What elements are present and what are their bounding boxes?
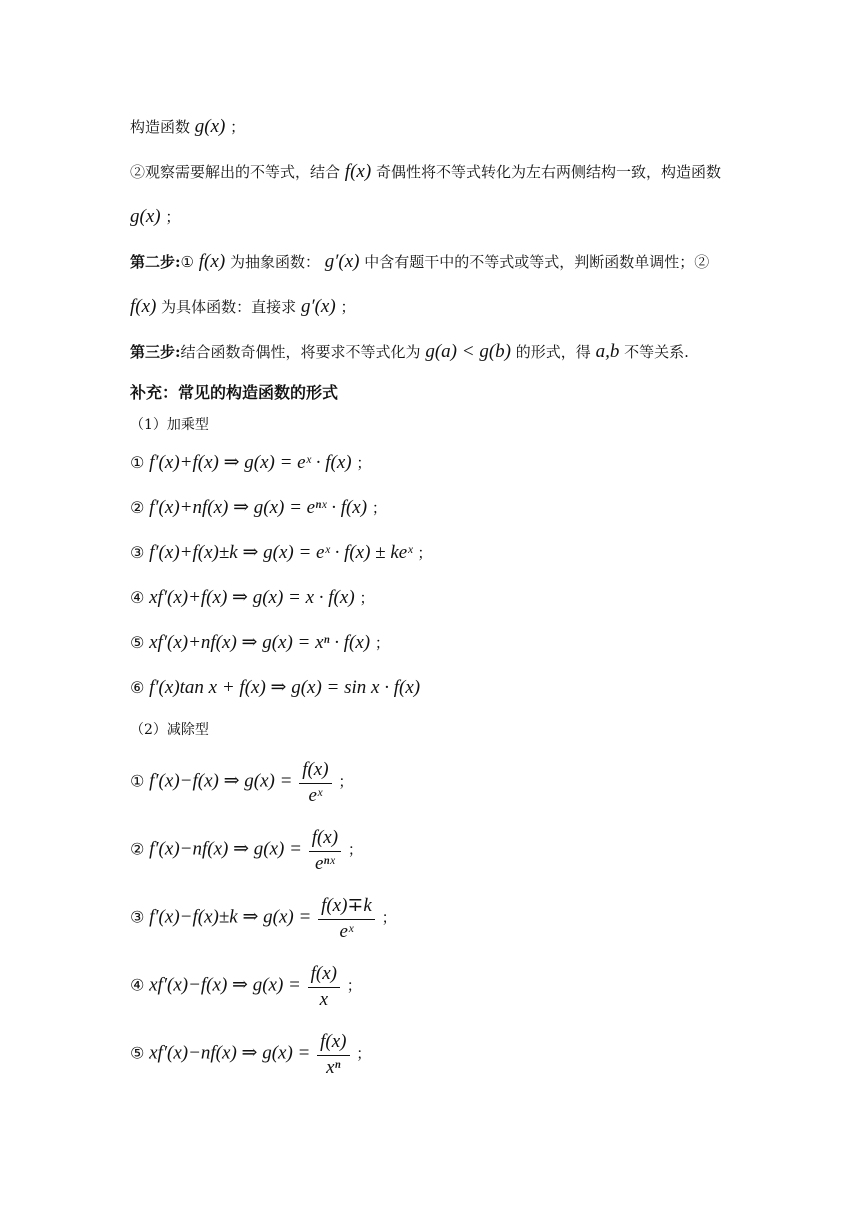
- fraction: [309, 826, 341, 875]
- item-number: ⑥: [130, 678, 145, 697]
- step-two-line: [130, 251, 740, 273]
- section-heading-subtract-divide: （2）减除型: [130, 722, 209, 738]
- punctuation: ；: [346, 976, 362, 995]
- numerator: f(x): [309, 826, 341, 852]
- formula: xf′(x)+f(x) ⇒ g(x) = x · f(x): [149, 587, 355, 608]
- formula: f′(x)−f(x)±k ⇒ g(x) =: [149, 906, 312, 928]
- formula-f-x: f(x): [344, 161, 372, 182]
- step-label: 第三步:: [130, 343, 181, 361]
- formula-f-x: f(x): [130, 296, 157, 317]
- formula: f′(x)+nf(x) ⇒ g(x) = eⁿˣ · f(x): [149, 497, 368, 518]
- punctuation: ；: [347, 840, 363, 859]
- fraction: [317, 1030, 349, 1079]
- text: 不等关系.: [624, 343, 689, 361]
- formula: f′(x)−nf(x) ⇒ g(x) =: [149, 838, 302, 860]
- list-item: [130, 587, 740, 609]
- punctuation: ；: [374, 634, 390, 652]
- text-line-construct-g: [130, 116, 740, 138]
- list-item: [130, 962, 740, 1011]
- fraction: [308, 962, 340, 1011]
- numerator: f(x): [308, 962, 340, 988]
- denominator: eⁿˣ: [315, 853, 335, 874]
- item-number: ②: [130, 839, 145, 859]
- formula-a-b: a,b: [595, 341, 620, 362]
- list-item: [130, 452, 740, 474]
- punctuation: ；: [338, 772, 354, 791]
- numerator: f(x): [299, 758, 331, 784]
- list-item: [130, 1030, 740, 1079]
- list-item: [130, 542, 740, 564]
- step-three-line: [130, 341, 740, 363]
- formula: xf′(x)−nf(x) ⇒ g(x) =: [149, 1042, 311, 1064]
- text: 为抽象函数：: [229, 253, 320, 271]
- formula: f′(x)+f(x)±k ⇒ g(x) = eˣ · f(x) ± keˣ: [149, 542, 413, 563]
- fraction: [299, 758, 331, 807]
- step-label: 第二步:: [130, 253, 181, 271]
- denominator: eˣ: [339, 921, 354, 942]
- list-item: [130, 677, 740, 699]
- item-number: ②: [130, 498, 145, 517]
- item-number: ⑤: [130, 1043, 145, 1063]
- item-number: ④: [130, 975, 145, 995]
- denominator: x: [319, 989, 329, 1010]
- item-number: ③: [130, 543, 145, 562]
- item-number: ①: [130, 771, 145, 791]
- formula: xf′(x)+nf(x) ⇒ g(x) = xⁿ · f(x): [149, 632, 371, 653]
- numerator: f(x): [317, 1030, 349, 1056]
- text: ①: [180, 253, 194, 271]
- item-number: ③: [130, 907, 145, 927]
- punctuation: ；: [356, 454, 372, 472]
- punctuation: ；: [417, 544, 433, 562]
- text: 的形式，得: [515, 343, 591, 361]
- formula: f′(x)tan x + f(x) ⇒ g(x) = sin x · f(x): [149, 677, 421, 698]
- punctuation: ；: [371, 499, 387, 517]
- list-item: [130, 497, 740, 519]
- formula-f-x: f(x): [198, 251, 226, 272]
- numerator: f(x)∓k: [318, 894, 375, 920]
- list-item: [130, 632, 740, 654]
- formula-inequality: g(a) < g(b): [425, 341, 511, 362]
- formula-g-x: g(x): [130, 206, 161, 227]
- item-number: ⑤: [130, 633, 145, 652]
- denominator: xⁿ: [326, 1057, 341, 1078]
- formula: f′(x)+f(x) ⇒ g(x) = eˣ · f(x): [149, 452, 352, 473]
- punctuation: ；: [359, 589, 375, 607]
- punctuation: ；: [381, 908, 397, 927]
- text-line-observe: [130, 161, 740, 183]
- text: 为具体函数：直接求: [161, 298, 297, 316]
- formula: xf′(x)−f(x) ⇒ g(x) =: [149, 974, 301, 996]
- list-item: [130, 894, 740, 943]
- text: 奇偶性将不等式转化为左右两侧结构一致，构造函数: [375, 163, 721, 181]
- formula-g-prime-x: g′(x): [324, 251, 360, 272]
- punctuation: ；: [340, 298, 356, 316]
- fraction: [318, 894, 375, 943]
- text: ②观察需要解出的不等式，结合: [130, 163, 341, 181]
- text: 结合函数奇偶性，将要求不等式化为: [180, 343, 421, 361]
- text: 构造函数: [130, 118, 191, 136]
- supplement-heading: 补充：常见的构造函数的形式: [130, 383, 339, 402]
- formula: f′(x)−f(x) ⇒ g(x) =: [149, 770, 293, 792]
- item-number: ④: [130, 588, 145, 607]
- punctuation: ；: [165, 208, 181, 226]
- text-line-construct-g-2: [130, 206, 740, 228]
- punctuation: ；: [230, 118, 246, 136]
- step-two-line-2: [130, 296, 740, 318]
- formula-g-x: g(x): [194, 116, 226, 137]
- item-number: ①: [130, 453, 145, 472]
- section-heading-add-multiply: （1）加乘型: [130, 417, 209, 433]
- punctuation: ；: [356, 1044, 372, 1063]
- formula-g-prime-x: g′(x): [300, 296, 336, 317]
- list-item: [130, 758, 740, 807]
- denominator: eˣ: [308, 785, 323, 806]
- list-item: [130, 826, 740, 875]
- text: 中含有题干中的不等式或等式，判断函数单调性；②: [364, 253, 710, 271]
